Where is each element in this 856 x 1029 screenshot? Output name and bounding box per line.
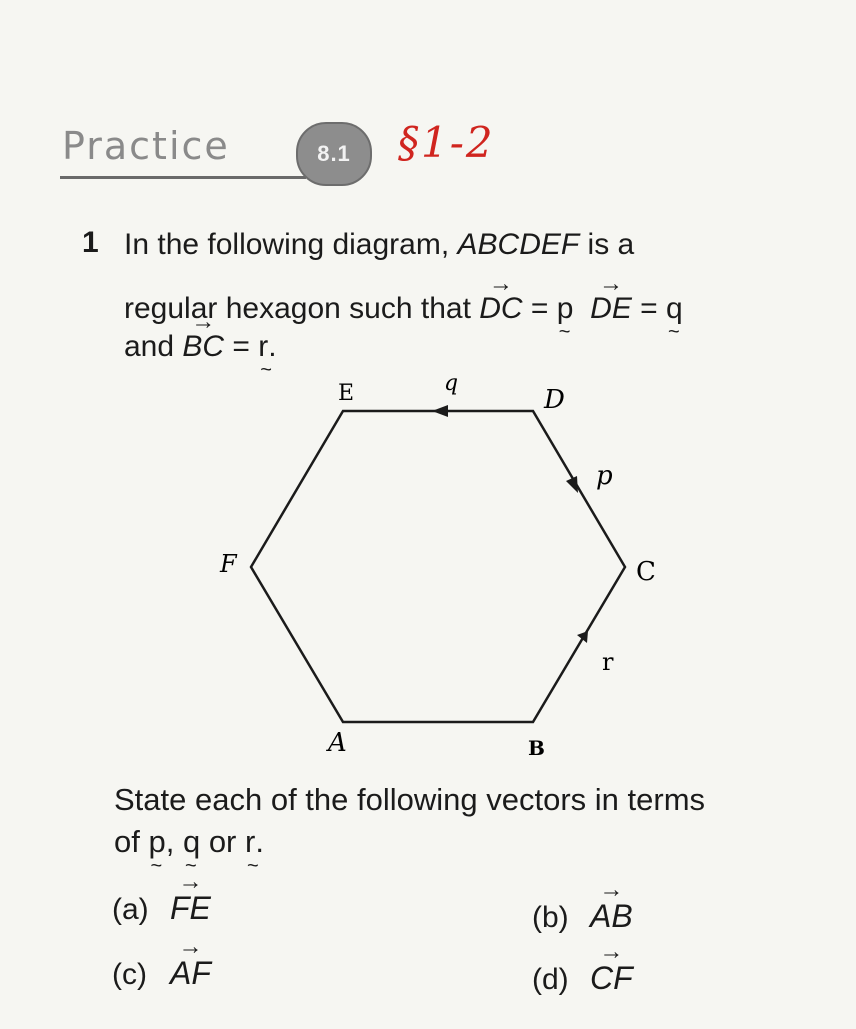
vector-fe: → FE [170, 890, 211, 927]
question-line-3 [124, 330, 277, 364]
part-label: (d) [532, 963, 569, 996]
instruction-line-2 [114, 824, 264, 860]
vector-af: → AF [170, 955, 211, 992]
symbol-q: q ~ [183, 824, 200, 860]
vector-de: → DE [590, 292, 632, 326]
part-a [112, 890, 211, 927]
vertex-label-b: B [528, 736, 545, 760]
vector-dc: → DC [479, 292, 522, 326]
hexagon-name: ABCDEF [457, 228, 580, 261]
vertex-label-d: D [544, 385, 565, 415]
equals-sign: = [631, 292, 667, 325]
vertex-label-f: F [220, 550, 237, 578]
question-text: regular hexagon such that [124, 292, 480, 325]
part-label: (b) [532, 901, 569, 934]
instruction-text: of [114, 824, 149, 859]
question-text: . [268, 330, 277, 363]
symbol-p: p ~ [557, 292, 574, 326]
vertex-label-e: E [338, 381, 355, 406]
vertex-label-a: A [328, 728, 347, 758]
instruction-text: , [165, 824, 183, 859]
question-number: 1 [82, 226, 99, 259]
hexagon-diagram [200, 370, 680, 770]
question-text: In the following diagram, [124, 228, 458, 261]
question-text: is a [579, 228, 635, 261]
question-text: and [124, 330, 183, 363]
heading-underline [60, 176, 306, 179]
edge-label-q: q [444, 371, 459, 396]
arrow-q [432, 405, 448, 417]
question-line-1 [124, 228, 634, 262]
handwritten-note: §1-2 [398, 118, 495, 167]
section-badge [296, 122, 372, 186]
section-badge-label: 8.1 [317, 141, 351, 166]
hexagon-outline [251, 411, 625, 722]
symbol-r: r ~ [258, 330, 268, 364]
equals-sign: = [522, 292, 557, 325]
symbol-p: p ~ [148, 824, 165, 860]
equals-sign: = [224, 330, 259, 363]
vector-cf: → CF [590, 960, 633, 997]
arrow-p [566, 476, 578, 493]
vector-ab: → AB [590, 898, 633, 935]
vector-bc: → BC [182, 330, 224, 364]
instruction-text: . [255, 824, 264, 859]
part-label: (c) [112, 958, 147, 991]
part-d [532, 960, 633, 997]
practice-heading: Practice [62, 124, 230, 168]
part-label: (a) [112, 893, 149, 926]
part-b [532, 898, 633, 935]
vertex-label-c: C [636, 557, 656, 587]
symbol-r: r ~ [245, 824, 255, 860]
symbol-q: q ~ [666, 292, 683, 326]
instruction-line-1: State each of the following vectors in terms [114, 782, 706, 817]
edge-label-r: r [602, 648, 614, 676]
instruction-text: or [200, 824, 245, 859]
part-c [112, 955, 211, 992]
edge-label-p: p [596, 461, 613, 491]
arrow-r [577, 631, 588, 643]
